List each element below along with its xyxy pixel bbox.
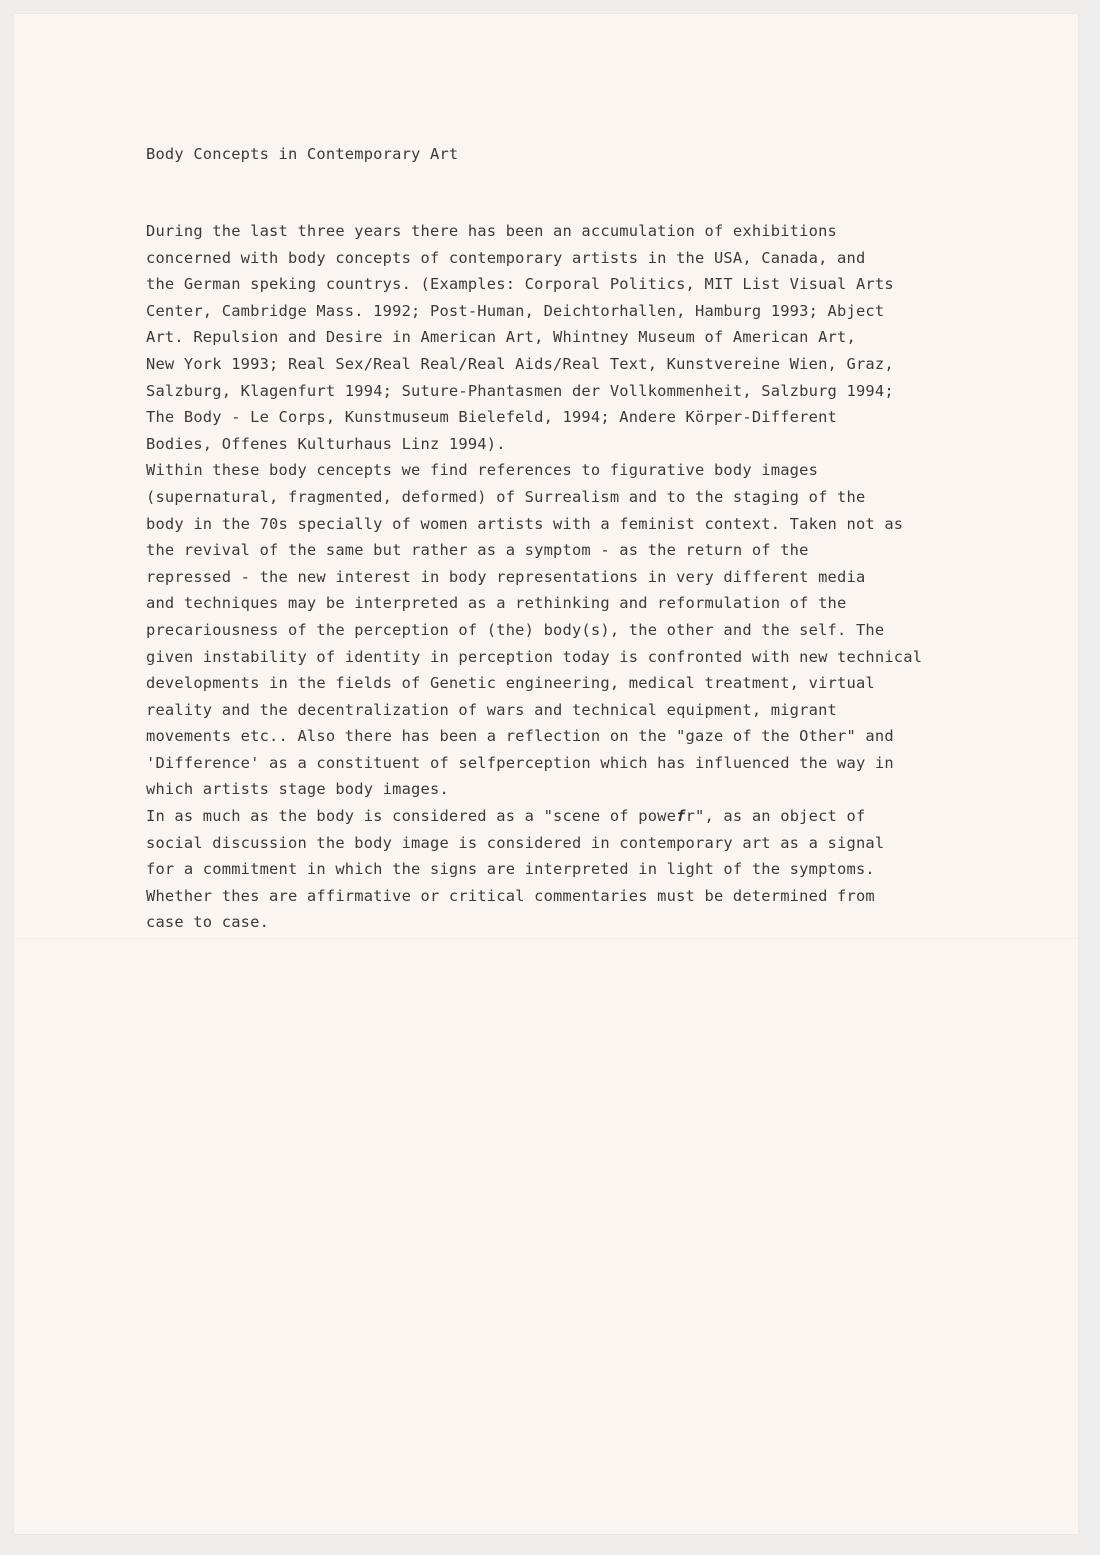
text-line: which artists stage body images.	[146, 780, 449, 799]
text-line: body in the 70s specially of women artists with a feminist context. Taken not as	[146, 514, 904, 533]
text-line: the revival of the same but rather as a symptom - as the return of the	[146, 541, 809, 560]
text-line: Bodies, Offenes Kulturhaus Linz 1994).	[146, 434, 506, 453]
text-line: for a commitment in which the signs are interpreted in light of the symptoms.	[146, 860, 875, 879]
document-page	[14, 14, 1078, 1534]
text-line: New York 1993; Real Sex/Real Real/Real Aids/Real Text, Kunstvereine Wien, Graz,	[146, 354, 894, 373]
text-line: social discussion the body image is considered in contemporary art as a signal	[146, 833, 885, 852]
document-body	[146, 218, 1046, 936]
text-line: the German speking countrys. (Examples: Corporal Politics, MIT List Visual Arts	[146, 275, 894, 294]
text-line: developments in the fields of Genetic engineering, medical treatment, virtual	[146, 674, 875, 693]
text-segment: In as much as the body is considered as a "scene of powe	[146, 807, 677, 826]
text-line: movements etc.. Also there has been a reflection on the "gaze of the Other" and	[146, 727, 894, 746]
text-line: Salzburg, Klagenfurt 1994; Suture-Phantasmen der Vollkommenheit, Salzburg 1994;	[146, 381, 894, 400]
text-line: given instability of identity in perception today is confronted with new technical	[146, 647, 923, 666]
handwritten-correction-mark: f	[676, 807, 686, 826]
text-line: During the last three years there has been an accumulation of exhibitions	[146, 222, 838, 240]
document-title: Body Concepts in Contemporary Art	[146, 145, 459, 163]
text-line: repressed - the new interest in body representations in very different media	[146, 567, 866, 586]
text-line: 'Difference' as a constituent of selfperception which has influenced the way in	[146, 753, 894, 772]
text-line: Whether thes are affirmative or critical commentaries must be determined from	[146, 886, 875, 905]
text-line: Art. Repulsion and Desire in American Art, Whintney Museum of American Art,	[146, 328, 856, 347]
text-line: Center, Cambridge Mass. 1992; Post-Human, Deichtorhallen, Hamburg 1993; Abject	[146, 301, 885, 320]
text-line: reality and the decentralization of wars and technical equipment, migrant	[146, 700, 838, 719]
text-line-with-correction	[146, 803, 1046, 830]
text-line: The Body - Le Corps, Kunstmuseum Bielefeld, 1994; Andere Körper-Different	[146, 408, 838, 427]
text-line: (supernatural, fragmented, deformed) of Surrealism and to the staging of the	[146, 487, 866, 506]
text-line: precariousness of the perception of (the) body(s), the other and the self. The	[146, 620, 885, 639]
text-line: and techniques may be interpreted as a rethinking and reformulation of the	[146, 594, 847, 613]
text-segment: r", as an object of	[685, 807, 866, 826]
text-line: case to case.	[146, 913, 270, 932]
text-line: Within these body cencepts we find references to figurative body images	[146, 461, 819, 480]
text-line: concerned with body concepts of contemporary artists in the USA, Canada, and	[146, 248, 866, 267]
paper-fold-line	[14, 938, 1078, 939]
